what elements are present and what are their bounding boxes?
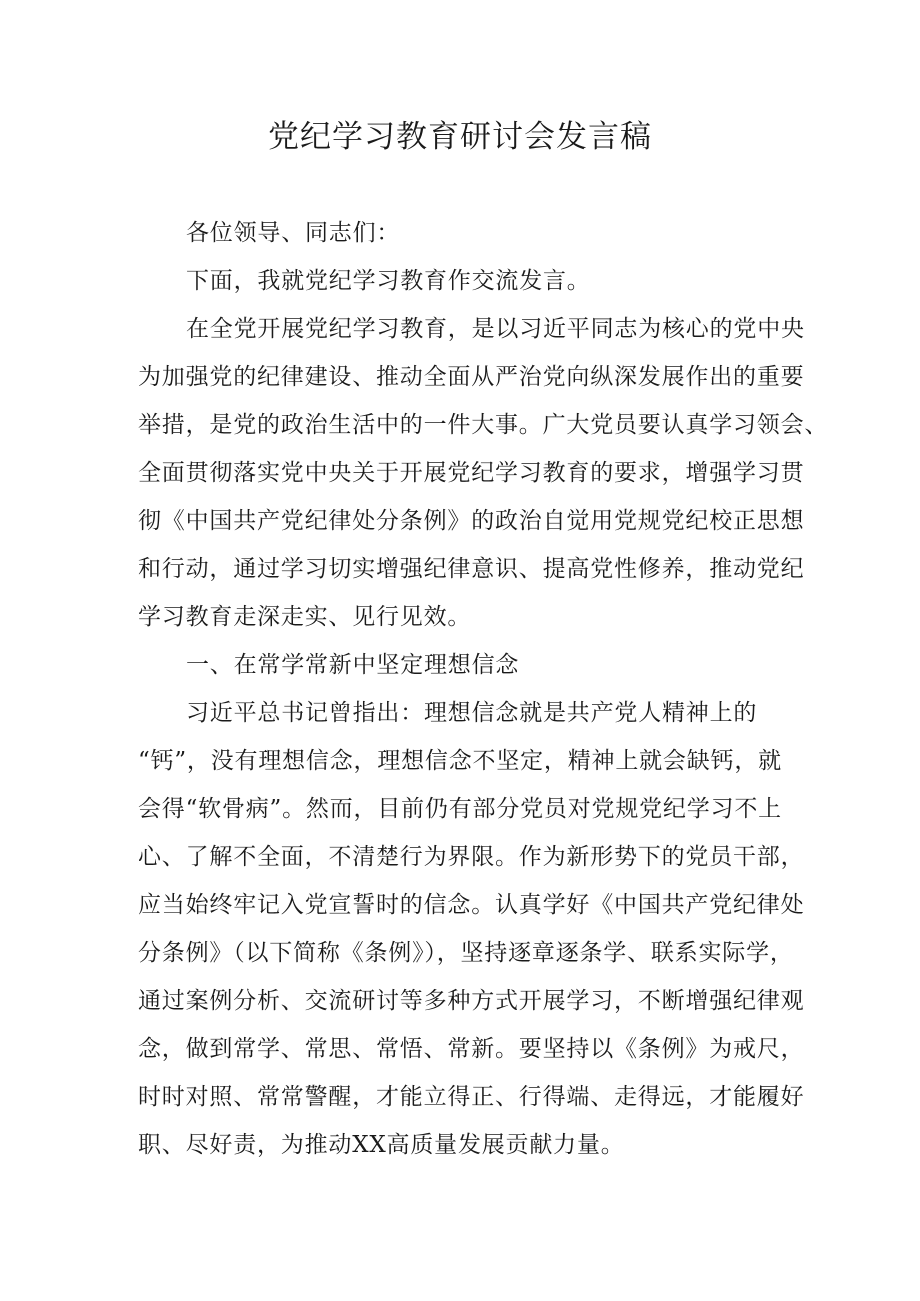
paragraph-line: 在全党开展党纪学习教育，是以习近平同志为核心的党中央	[186, 316, 805, 342]
paragraph-line: 通过案例分析、交流研讨等多种方式开展学习，不断增强纪律观	[138, 988, 805, 1014]
paragraph-line: 分条例》（以下简称《条例》），坚持逐章逐条学、联系实际学，	[138, 940, 794, 966]
paragraph-line: 彻《中国共产党纪律处分条例》的政治自觉用党规党纪校正思想	[138, 508, 805, 534]
paragraph-line: 应当始终牢记入党宣誓时的信念。认真学好《中国共产党纪律处	[138, 892, 805, 918]
paragraph-line: “钙”，没有理想信念，理想信念不坚定，精神上就会缺钙，就	[138, 748, 782, 774]
section-heading: 一、在常学常新中坚定理想信念	[186, 652, 520, 678]
salutation: 各位领导、同志们：	[186, 220, 401, 246]
paragraph-line: 学习教育走深走实、见行见效。	[138, 604, 472, 630]
paragraph-line: 全面贯彻落实党中央关于开展党纪学习教育的要求，增强学习贯	[138, 460, 805, 486]
document-title: 党纪学习教育研讨会发言稿	[268, 119, 652, 155]
paragraph-line: 为加强党的纪律建设、推动全面从严治党向纵深发展作出的重要	[138, 364, 805, 390]
paragraph-line: 和行动，通过学习切实增强纪律意识、提高党性修养，推动党纪	[138, 556, 805, 582]
paragraph-line: 时时对照、常常警醒，才能立得正、行得端、走得远，才能履好	[138, 1084, 805, 1110]
paragraph-line: 举措，是党的政治生活中的一件大事。广大党员要认真学习领会、	[138, 412, 829, 438]
paragraph-line: 心、了解不全面，不清楚行为界限。作为新形势下的党员干部，	[138, 844, 805, 870]
paragraph-line: 念，做到常学、常思、常悟、常新。要坚持以《条例》为戒尺，	[138, 1036, 805, 1062]
opening-line: 下面，我就党纪学习教育作交流发言。	[186, 268, 591, 294]
paragraph-line: 职、尽好责，为推动XX高质量发展贡献力量。	[138, 1132, 625, 1158]
paragraph-line: 会得“软骨病”。然而，目前仍有部分党员对党规党纪学习不上	[138, 796, 782, 822]
paragraph-line: 习近平总书记曾指出：理想信念就是共产党人精神上的	[186, 700, 758, 726]
